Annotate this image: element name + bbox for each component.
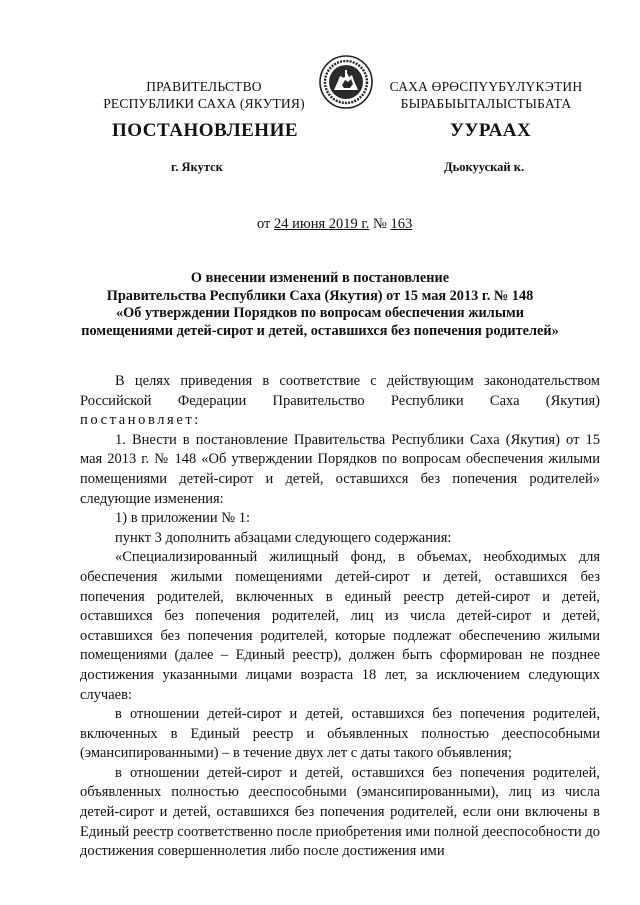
date-prefix: от [257,216,275,232]
title-line: «Об утверждении Порядков по вопросам обеспечения жилыми [116,305,524,322]
sakha-government-label: БЫРАБЫЫТАЛЫСТЫБАТА [400,96,572,111]
title-line: О внесении изменений в постановление [190,270,450,286]
item-1-1-paragraph: 1) в приложении № 1: [115,510,250,527]
resolves-text: постановляет: [80,412,201,429]
quote-paragraph: в отношении детей-сирот и детей, оставшихся без попечения родителей, включенных в Единый реестр и объявленных полностью дееспособными (эмансипированными) – в течение двух лет с даты такого объявления; [80,706,600,762]
government-label: ПРАВИТЕЛЬСТВО [146,79,262,94]
doc-type-sakha: УУРААХ [450,120,532,141]
point-3-paragraph: пункт 3 дополнить абзацами следующего содержания: [115,529,452,546]
header-left-block [84,78,324,112]
city-sakha: Дьокуускай к. [444,160,525,174]
city-ru: г. Якутск [171,160,223,174]
doc-type-ru: ПОСТАНОВЛЕНИЕ [112,120,299,141]
sakha-republic-label: САХА ӨРӨСПҮҮБҮЛҮКЭТИН [389,79,583,94]
intro-text: В целях приведения в соответствие с действующим законодательством Российской Федерации Правительство Республики Саха (Якутия) [80,373,600,409]
document-number: 163 [390,216,413,232]
item-1-paragraph: 1. Внести в постановление Правительства Республики Саха (Якутия) от 15 мая 2013 г. № 148 «Об утверждении Порядков по вопросам обеспечения жилыми помещениями детей-сирот и детей, оставшихся без попечения родителей» следующие изменения: [80,431,600,507]
republic-label: РЕСПУБЛИКИ САХА (ЯКУТИЯ) [103,96,305,111]
number-label: № [369,216,391,232]
header-right-block [366,78,606,112]
document-title [70,270,570,340]
title-line: помещениями детей-сирот и детей, оставшихся без попечения родителей» [81,322,559,339]
quote-paragraph: «Специализированный жилищный фонд, в объемах, необходимых для обеспечения жилыми помещениями детей-сирот и детей, оставшихся без попечения родителей, включенных в единый реестр детей-сирот и детей, оставшихся без попечения родителей, лиц из числа детей-сирот и детей, оставшихся без попечения родителей, которые подлежат обеспечению жилыми помещениями (далее – Единый реестр), должен быть сформирован не позднее достижения указанными лицами возраста 18 лет, за исключением следующих случаев: [80,549,600,703]
quote-paragraph: в отношении детей-сирот и детей, оставшихся без попечения родителей, объявленных полностью дееспособными (эмансипированными), лиц из числа детей-сирот и детей, оставшихся без попечения родителей, если они включены в Единый реестр соответственно после приобретения ими полной дееспособности до достижения совершеннолетия либо после достижения ими [80,764,600,860]
intro-paragraph [80,372,600,431]
document-body [80,372,600,862]
date-line [257,216,412,233]
document-date: 24 июня 2019 г. [274,216,370,232]
title-line: Правительства Республики Саха (Якутия) от 15 мая 2013 г. № 148 [106,287,534,304]
